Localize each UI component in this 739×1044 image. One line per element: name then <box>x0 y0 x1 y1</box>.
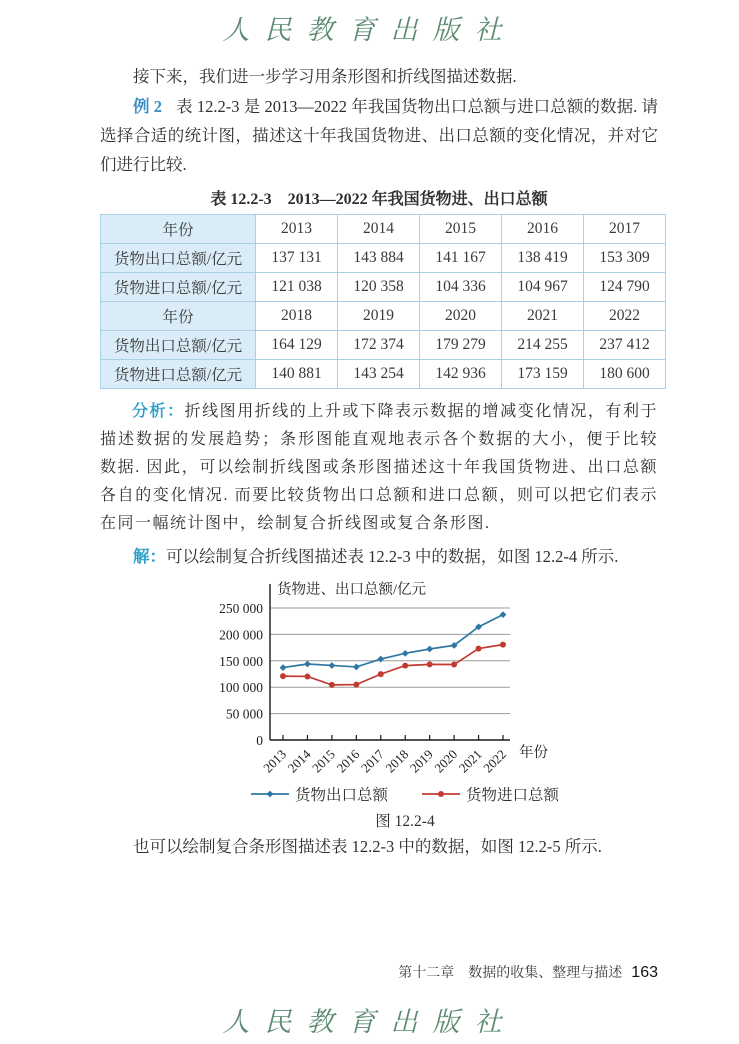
data-cell: 2015 <box>420 215 502 244</box>
table-row <box>101 360 666 389</box>
data-point <box>402 650 409 657</box>
x-tick-label: 2013 <box>260 746 290 776</box>
figure-caption: 图 12.2-4 <box>375 813 435 830</box>
row-header-cell: 货物进口总额/亿元 <box>101 273 256 302</box>
x-tick-label: 2017 <box>357 746 387 776</box>
data-cell: 153 309 <box>584 244 666 273</box>
y-tick-label: 0 <box>256 733 263 748</box>
x-axis-title: 年份 <box>519 745 548 761</box>
data-cell: 179 279 <box>420 331 502 360</box>
series-line <box>283 615 503 668</box>
data-cell: 142 936 <box>420 360 502 389</box>
data-point <box>426 646 433 653</box>
data-point <box>427 661 433 667</box>
data-cell: 2019 <box>338 302 420 331</box>
legend-label: 货物出口总额 <box>294 787 388 804</box>
data-cell: 140 881 <box>256 360 338 389</box>
analysis-label: 分析： <box>132 403 185 420</box>
table-row <box>101 273 666 302</box>
data-cell: 2022 <box>584 302 666 331</box>
data-cell: 180 600 <box>584 360 666 389</box>
x-tick-label: 2021 <box>455 746 485 776</box>
example-label: 例 2 <box>133 97 163 116</box>
data-cell: 172 374 <box>338 331 420 360</box>
data-cell: 124 790 <box>584 273 666 302</box>
intro-text: 接下来，我们进一步学习用条形图和折线图描述数据. <box>133 67 517 86</box>
data-cell: 121 038 <box>256 273 338 302</box>
line-chart-svg <box>195 578 615 776</box>
chart-legend <box>195 783 615 805</box>
y-tick-label: 250 000 <box>219 601 263 616</box>
publisher-logo-top: 人民教育出版社 <box>222 15 517 46</box>
data-point <box>328 662 335 669</box>
x-tick-label: 2015 <box>309 746 339 776</box>
publisher-logo-bottom: 人民教育出版社 <box>222 1007 517 1038</box>
x-tick-label: 2019 <box>406 746 436 776</box>
footer-chapter: 第十二章 数据的收集、整理与描述 <box>398 966 623 981</box>
data-point <box>500 642 506 648</box>
footer-page-number: 163 <box>631 964 658 981</box>
data-point <box>280 673 286 679</box>
data-cell: 164 129 <box>256 331 338 360</box>
data-cell: 237 412 <box>584 331 666 360</box>
data-point <box>500 611 507 618</box>
x-tick-label: 2016 <box>333 746 363 776</box>
y-tick-label: 100 000 <box>219 680 263 696</box>
table-row <box>101 302 666 331</box>
data-cell: 2016 <box>502 215 584 244</box>
data-cell: 141 167 <box>420 244 502 273</box>
data-cell: 173 159 <box>502 360 584 389</box>
data-point <box>451 662 457 668</box>
data-cell: 214 255 <box>502 331 584 360</box>
y-tick-label: 150 000 <box>219 653 263 669</box>
data-point <box>476 646 482 652</box>
table-row <box>101 331 666 360</box>
row-header-cell: 货物出口总额/亿元 <box>101 244 256 273</box>
closing-text: 也可以绘制复合条形图描述表 12.2-3 中的数据，如图 12.2-5 所示. <box>133 837 602 856</box>
data-table <box>100 214 666 389</box>
data-point <box>378 671 384 677</box>
x-tick-label: 2022 <box>480 746 510 776</box>
data-table-container <box>100 214 658 389</box>
data-cell: 2014 <box>338 215 420 244</box>
analysis-paragraph <box>100 398 658 538</box>
row-header-cell: 年份 <box>101 302 256 331</box>
data-cell: 2021 <box>502 302 584 331</box>
table-row <box>101 215 666 244</box>
solution-paragraph <box>100 542 658 571</box>
data-cell: 2017 <box>584 215 666 244</box>
data-cell: 2018 <box>256 302 338 331</box>
row-header-cell: 年份 <box>101 215 256 244</box>
data-point <box>377 656 384 663</box>
table-row <box>101 244 666 273</box>
data-point <box>304 661 311 668</box>
solution-label: 解： <box>133 547 166 566</box>
x-tick-label: 2020 <box>431 746 461 776</box>
page-footer <box>100 962 658 982</box>
data-point <box>280 664 287 671</box>
closing-paragraph <box>100 832 658 861</box>
analysis-text: 折线图用折线的上升或下降表示数据的增减变化情况，有利于描述数据的发展趋势；条形图能直观地表示各个数据的大小，便于比较数据. 因此，可以绘制折线图或条形图描述这十年我国货物进、出口总额各自的变化情况. 而要比较货物出口总额和进口总额，则可以把它们表示在同一幅统计图中，绘制复合折线图或复合条形图. <box>100 403 658 532</box>
data-point <box>329 682 335 688</box>
data-point <box>353 682 359 688</box>
solution-text: 可以绘制复合折线图描述表 12.2-3 中的数据，如图 12.2-4 所示. <box>166 547 619 566</box>
example-text: 表 12.2-3 是 2013—2022 年我国货物出口总额与进口总额的数据. 请选择合适的统计图，描述这十年我国货物进、出口总额的变化情况，并对它们进行比较. <box>100 97 658 174</box>
legend-item <box>251 783 388 805</box>
y-axis-title: 货物进、出口总额/亿元 <box>277 582 427 598</box>
row-header-cell: 货物出口总额/亿元 <box>101 331 256 360</box>
data-point <box>402 663 408 669</box>
legend-label: 货物进口总额 <box>466 787 560 804</box>
intro-paragraph <box>100 62 658 91</box>
x-tick-label: 2018 <box>382 746 412 776</box>
data-point <box>304 673 310 679</box>
data-cell: 137 131 <box>256 244 338 273</box>
y-tick-label: 200 000 <box>219 627 263 643</box>
legend-item <box>422 783 559 805</box>
line-chart-figure <box>195 578 615 831</box>
row-header-cell: 货物进口总额/亿元 <box>101 360 256 389</box>
table-title: 表 12.2-3 2013—2022 年我国货物进、出口总额 <box>210 191 548 208</box>
data-cell: 104 336 <box>420 273 502 302</box>
data-cell: 104 967 <box>502 273 584 302</box>
table-body <box>101 215 666 389</box>
data-point <box>353 664 360 671</box>
data-cell: 2020 <box>420 302 502 331</box>
example-paragraph <box>100 92 658 179</box>
x-tick-label: 2014 <box>284 746 314 776</box>
legend-marker-icon <box>251 788 289 800</box>
data-cell: 120 358 <box>338 273 420 302</box>
legend-marker-icon <box>422 788 460 800</box>
data-cell: 143 884 <box>338 244 420 273</box>
y-tick-label: 50 000 <box>225 706 263 722</box>
data-cell: 138 419 <box>502 244 584 273</box>
data-cell: 143 254 <box>338 360 420 389</box>
data-cell: 2013 <box>256 215 338 244</box>
